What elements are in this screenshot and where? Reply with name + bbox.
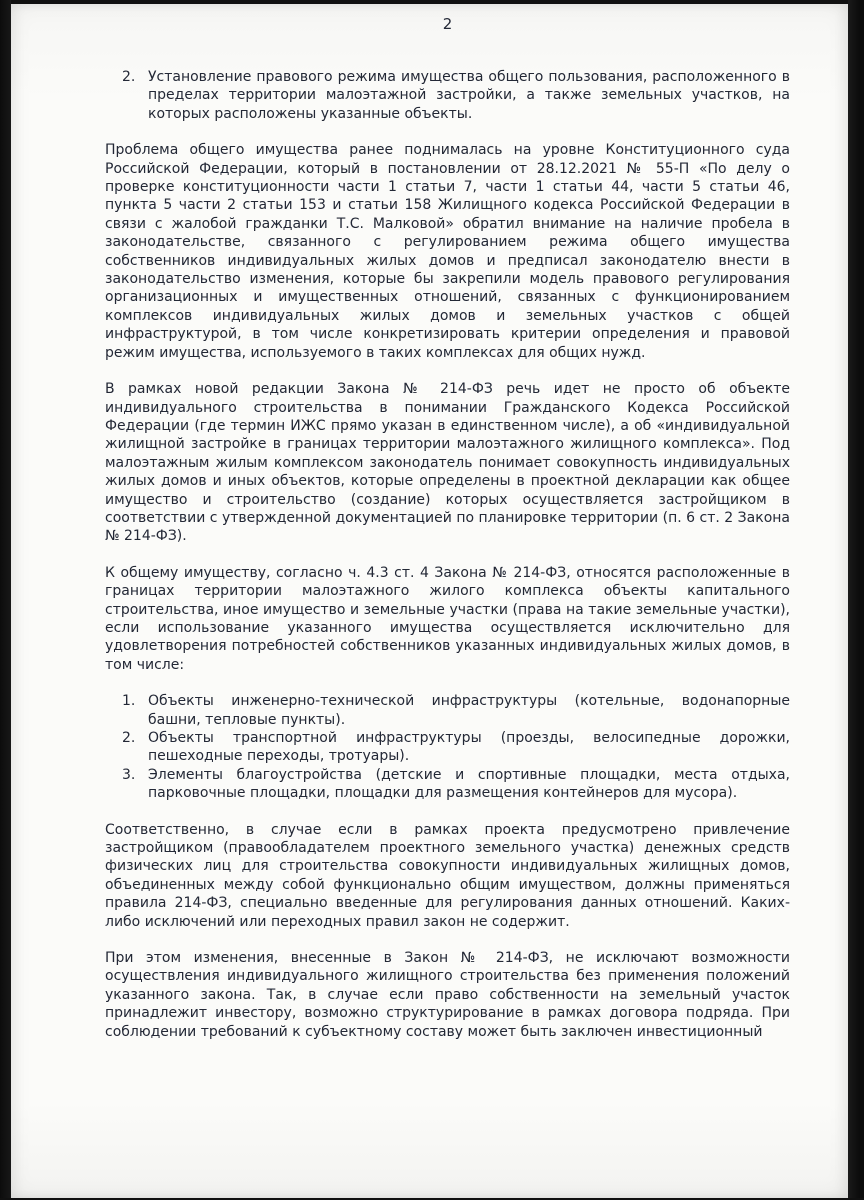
- paragraph: При этом изменения, внесенные в Закон № 214-ФЗ, не исключают возможности осуществления индивидуального жилищного строительства без применения положений указанного закона. Так, в случае если право собственности на земельный участок принадлежит инвестору, возможно структурирование в рамках договора подряда. При соблюдении требований к субъектному составу может быть заключен инвестиционный: [105, 950, 790, 1040]
- list-item-number: 1.: [122, 693, 136, 710]
- document-page: [11, 4, 848, 1198]
- list-item: [105, 766, 790, 803]
- list-item-number: 3.: [122, 766, 136, 783]
- list-item-text: Установление правового режима имущества общего пользования, расположенного в пределах территории малоэтажной застройки, а также земельных участков, на которых расположены указанные объекты.: [148, 69, 790, 122]
- photo-edge-left: [0, 0, 11, 1200]
- page-number: 2: [442, 15, 453, 33]
- numbered-list-top: [105, 68, 790, 123]
- list-item-number: 2.: [122, 69, 136, 85]
- paragraph: К общему имуществу, согласно ч. 4.3 ст. 4 Закона № 214-ФЗ, относятся расположенные в границах территории малоэтажного жилого комплекса объекты капитального строительства, иное имущество и земельные участки (права на такие земельные участки), если использование указанного имущества осуществляется исключительно для удовлетворения потребностей собственников указанных индивидуальных жилых домов, в том числе:: [105, 564, 790, 673]
- list-item-text: Элементы благоустройства (детские и спортивные площадки, места отдыха, парковочные площадки, площадки для размещения контейнеров для мусора).: [148, 766, 790, 802]
- page-content: [105, 10, 790, 1198]
- list-item-number: 2.: [122, 730, 136, 746]
- paragraph: В рамках новой редакции Закона № 214-ФЗ речь идет не просто об объекте индивидуального строительства в понимании Гражданского Кодекса Российской Федерации (где термин ИЖС прямо указан в единственном числе), а об «индивидуальной жилищной застройке в границах территории малоэтажного жилищного комплекса». Под малоэтажным жилым комплексом законодатель понимает совокупность индивидуальных жилых домов и иных объектов, которые определены в проектной декларации как общее имущество и строительство (создание) которых осуществляется застройщиком в соответствии с утвержденной документацией по планировке территории (п. 6 ст. 2 Закона № 214-ФЗ).: [105, 381, 790, 545]
- list-item: [105, 692, 790, 729]
- paragraph: Соответственно, в случае если в рамках проекта предусмотрено привлечение застройщиком (правообладателем проектного земельного участка) денежных средств физических лиц для строительства совокупности индивидуальных жилищных домов, объединенных между собой функционально общим имуществом, должны применяться правила 214-ФЗ, специально введенные для регулирования данных отношений. Каких-либо исключений или переходных правил закон не содержит.: [105, 821, 790, 930]
- list-item: [105, 729, 790, 766]
- paragraph: Проблема общего имущества ранее поднималась на уровне Конституционного суда Российской Федерации, который в постановлении от 28.12.2021 № 55-П «По делу о проверке конституционности части 1 статьи 7, части 1 статьи 44, части 5 статьи 46, пункта 5 части 2 статьи 153 и статьи 158 Жилищного кодекса Российской Федерации в связи с жалобой гражданки Т.С. Малковой» обратил внимание на наличие пробела в законодательстве, связанного с регулированием режима общего имущества собственников индивидуальных жилых домов и предписал законодателю внести в законодательство изменения, которые бы закрепили модель правового регулирования организационных и имущественных отношений, связанных с функционированием комплексов индивидуальных жилых домов и земельных участков с общей инфраструктурой, в том числе конкретизировать критерии определения и правовой режим имущества, используемого в таких комплексах для общих нужд.: [105, 142, 790, 361]
- photo-edge-right: [848, 0, 864, 1200]
- list-item: [105, 68, 790, 123]
- list-item-text: Объекты транспортной инфраструктуры (проезды, велосипедные дорожки, пешеходные переходы, тротуары).: [148, 730, 790, 765]
- numbered-list-inner: [105, 692, 790, 802]
- list-item-text: Объекты инженерно-технической инфраструктуры (котельные, водонапорные башни, тепловые пункты).: [148, 693, 790, 728]
- document-body: [105, 68, 790, 1041]
